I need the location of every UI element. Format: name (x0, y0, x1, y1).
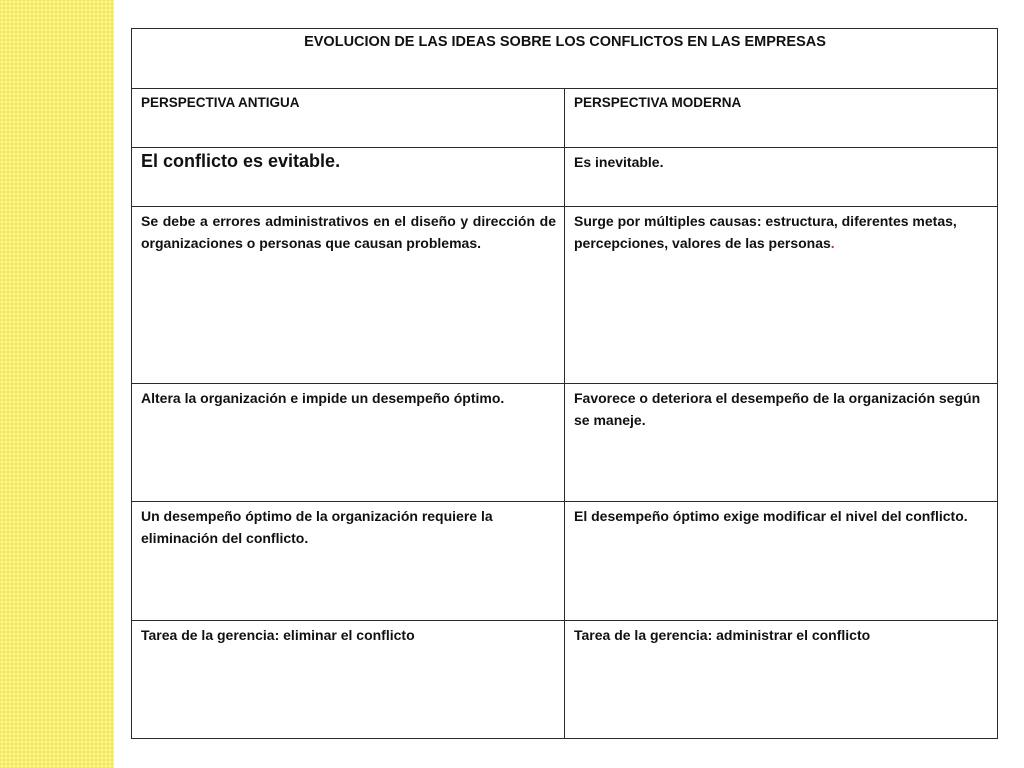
table-row (132, 207, 998, 384)
table-row (132, 621, 998, 739)
header-old-perspective: PERSPECTIVA ANTIGUA (132, 89, 565, 148)
modern-cell-optimal: El desempeño óptimo exige modificar el nivel del conflicto. (565, 502, 998, 621)
table-header-row (132, 89, 998, 148)
table-row (132, 502, 998, 621)
modern-cell-causes (565, 207, 998, 384)
header-modern-perspective: PERSPECTIVA MODERNA (565, 89, 998, 148)
modern-cell-performance: Favorece o deteriora el desempeño de la organización según se maneje. (565, 384, 998, 502)
comparison-table-container (131, 28, 998, 739)
old-cell-management: Tarea de la gerencia: eliminar el conflicto (132, 621, 565, 739)
table-title-row (132, 29, 998, 89)
decorative-yellow-stripe (0, 0, 114, 768)
conflict-perspectives-table (131, 28, 998, 739)
table-row (132, 148, 998, 207)
old-cell-causes: Se debe a errores administrativos en el diseño y dirección de organizaciones o personas que causan problemas. (132, 207, 565, 384)
red-period: . (830, 235, 835, 251)
old-cell-avoidable: El conflicto es evitable. (132, 148, 565, 207)
modern-cell-inevitable: Es inevitable. (565, 148, 998, 207)
old-cell-optimal: Un desempeño óptimo de la organización requiere la eliminación del conflicto. (132, 502, 565, 621)
table-title: EVOLUCION DE LAS IDEAS SOBRE LOS CONFLICTOS EN LAS EMPRESAS (132, 29, 998, 89)
modern-cell-causes-text: Surge por múltiples causas: estructura, diferentes metas, percepciones, valores de las personas (574, 213, 957, 251)
old-cell-performance: Altera la organización e impide un desempeño óptimo. (132, 384, 565, 502)
table-row (132, 384, 998, 502)
modern-cell-management: Tarea de la gerencia: administrar el conflicto (565, 621, 998, 739)
